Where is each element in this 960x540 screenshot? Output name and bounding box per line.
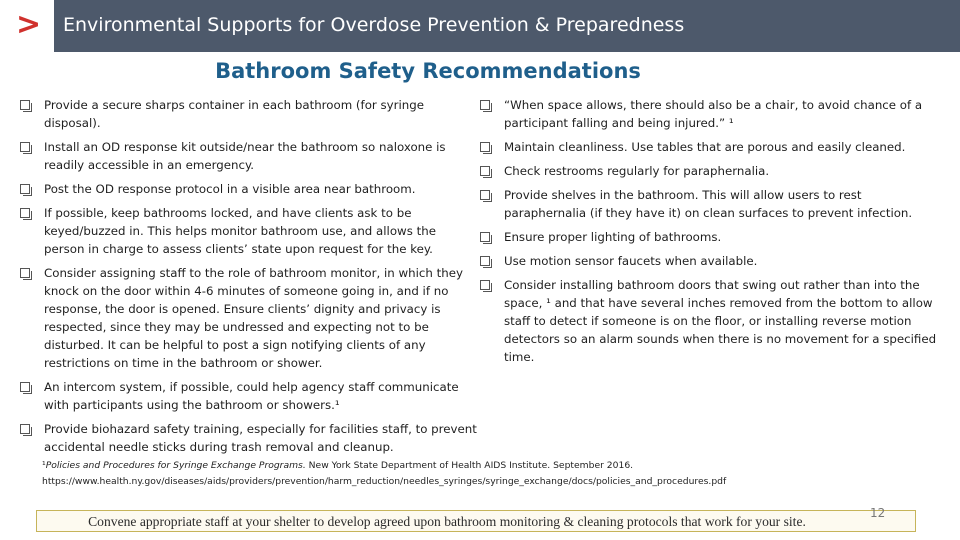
header-bar <box>0 0 960 52</box>
checkbox-bullet-icon <box>480 142 490 152</box>
list-item-text: Use motion sensor faucets when available. <box>504 254 758 268</box>
checkbox-bullet-icon <box>20 382 30 392</box>
checkbox-bullet-icon <box>20 142 30 152</box>
section-subtitle: Bathroom Safety Recommendations <box>215 59 641 83</box>
footnote-marker: ¹ <box>42 460 46 471</box>
list-item <box>18 138 464 174</box>
checkbox-bullet-icon <box>20 424 30 434</box>
checkbox-bullet-icon <box>20 268 30 278</box>
list-item-text: Maintain cleanliness. Use tables that are porous and easily cleaned. <box>504 140 906 154</box>
list-item <box>478 252 944 270</box>
checkbox-bullet-icon <box>480 256 490 266</box>
checkbox-bullet-icon <box>480 280 490 290</box>
list-item-text: Install an OD response kit outside/near the bathroom so naloxone is readily accessible in an emergency. <box>44 140 446 172</box>
footnote-citation <box>42 458 902 474</box>
list-item <box>18 180 464 198</box>
checkbox-bullet-icon <box>20 100 30 110</box>
checkbox-bullet-icon <box>480 166 490 176</box>
list-item-text: Check restrooms regularly for paraphernalia. <box>504 164 770 178</box>
list-item <box>478 228 944 246</box>
list-item <box>478 138 944 156</box>
footnote-source-title: Policies and Procedures for Syringe Exchange Programs. <box>45 460 306 471</box>
checkbox-bullet-icon <box>20 208 30 218</box>
list-item-text: “When space allows, there should also be a chair, to avoid chance of a participant falling and being injured.” ¹ <box>504 98 923 130</box>
callout-banner-text: Convene appropriate staff at your shelter to develop agreed upon bathroom monitoring & cleaning protocols that work for your site. <box>88 514 806 529</box>
list-item-text: Post the OD response protocol in a visible area near bathroom. <box>44 182 416 196</box>
checkbox-bullet-icon <box>480 190 490 200</box>
list-item <box>478 276 944 366</box>
list-item <box>18 264 484 372</box>
list-item-text: Consider assigning staff to the role of bathroom monitor, in which they knock on the door within 4-6 minutes of someone going in, and if no response, the door is opened. Ensure clients’ dignity and privacy is respected, since they may be undressed and expecting not to be disturbed. It can be helpful to post a sign notifying clients of any restrictions on time in the bathroom or shower. <box>44 266 463 370</box>
page-title: Environmental Supports for Overdose Prevention & Preparedness <box>63 14 685 36</box>
checkbox-bullet-icon <box>20 184 30 194</box>
list-item <box>18 420 484 456</box>
list-item <box>478 186 944 222</box>
checkbox-bullet-icon <box>480 232 490 242</box>
list-item <box>478 96 944 132</box>
list-item <box>18 378 484 414</box>
list-item-text: An intercom system, if possible, could help agency staff communicate with participants using the bathroom or showers.¹ <box>44 380 459 412</box>
list-item-text: If possible, keep bathrooms locked, and have clients ask to be keyed/buzzed in. This helps monitor bathroom use, and allows the person in charge to assess clients’ state upon request for the key. <box>44 206 436 256</box>
list-item-text: Provide biohazard safety training, especially for facilities staff, to prevent accidental needle sticks during trash removal and cleanup. <box>44 422 477 454</box>
list-item-text: Provide a secure sharps container in each bathroom (for syringe disposal). <box>44 98 424 130</box>
list-item <box>478 162 944 180</box>
page-number: 12 <box>870 506 886 520</box>
footnote <box>42 458 902 490</box>
chevron-right-icon: > <box>16 7 42 42</box>
list-item <box>18 96 464 132</box>
callout-banner <box>36 510 916 532</box>
list-item-text: Ensure proper lighting of bathrooms. <box>504 230 722 244</box>
list-item-text: Provide shelves in the bathroom. This will allow users to rest paraphernalia (if they have it) on clean surfaces to prevent infection. <box>504 188 913 220</box>
checkbox-bullet-icon <box>480 100 490 110</box>
list-item <box>18 204 464 258</box>
footnote-source-details: New York State Department of Health AIDS Institute. September 2016. <box>305 460 634 471</box>
chevron-box <box>0 0 54 52</box>
footnote-url[interactable]: https://www.health.ny.gov/diseases/aids/providers/prevention/harm_reduction/needles_syringes/syringe_exchange/docs/policies_and_procedures.pdf <box>42 476 727 487</box>
list-item-text: Consider installing bathroom doors that swing out rather than into the space, ¹ and that have several inches removed from the bottom to allow staff to detect if someone is on the floor, or installing reverse motion detectors so an alarm sounds when there is no movement for a specified time. <box>504 278 937 364</box>
